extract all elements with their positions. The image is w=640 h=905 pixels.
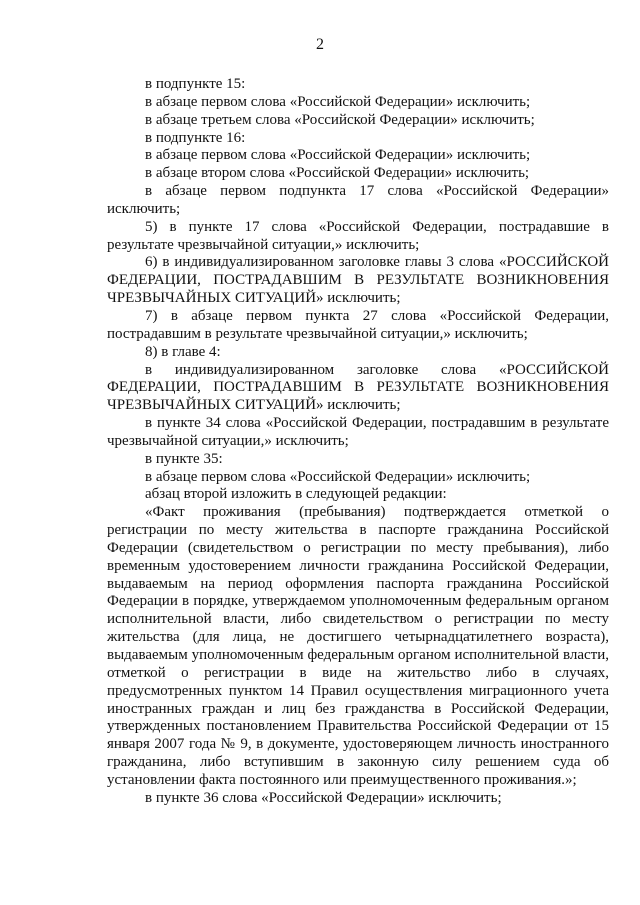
quoted-paragraph: «Факт проживания (пребывания) подтверждается отметкой о регистрации по месту жительства в паспорте гражданина Российской Федерации (свидетельством о регистрации по месту пребывания), либо временным удостоверением личности гражданина Российской Федерации, выдаваемым на период оформления паспорта гражданина Российской Федерации в порядке, утверждаемом уполномоченным федеральным органом исполнительной власти, либо свидетельством о регистрации по месту жительства (для лица, не достигшего четырнадцатилетнего возраста), выдаваемым уполномоченным федеральным органом исполнительной власти, отметкой о регистрации в виде на жительство либо в случаях, предусмотренных пунктом 14 Правил осуществления миграционного учета иностранных граждан и лиц без гражданства в Российской Федерации, утвержденных постановлением Правительства Российской Федерации от 15 января 2007 года № 9, в документе, удостоверяющем личность иностранного гражданина, либо вступившим в законную силу решением суда об установлении факта постоянного или преимущественного проживания.»; [107,504,609,788]
paragraph: в пункте 36 слова «Российской Федерации» исключить; [145,789,502,806]
paragraph: в абзаце первом подпункта 17 слова «Российской Федерации» исключить; [107,183,609,217]
paragraph: в абзаце первом слова «Российской Федерации» исключить; [145,468,531,485]
paragraph: в подпункте 16: [145,129,246,146]
page-number: 2 [316,36,324,53]
paragraph: 6) в индивидуализированном заголовке главы 3 слова «РОССИЙСКОЙ ФЕДЕРАЦИИ, ПОСТРАДАВШИМ В РЕЗУЛЬТАТЕ ВОЗНИКНОВЕНИЯ ЧРЕЗВЫЧАЙНЫХ СИТУАЦИЙ» исключить; [107,254,609,307]
paragraph: в абзаце втором слова «Российской Федерации» исключить; [145,165,530,182]
paragraph: абзац второй изложить в следующей редакции: [145,486,447,503]
paragraph: в абзаце первом слова «Российской Федерации» исключить; [145,93,531,110]
document-body [107,76,609,808]
paragraph: в подпункте 15: [145,76,246,92]
paragraph: 7) в абзаце первом пункта 27 слова «Российской Федерации, пострадавшим в результате чрезвычайной ситуации,» исключить; [107,307,609,342]
paragraph: в абзаце первом слова «Российской Федерации» исключить; [145,147,531,164]
paragraph: 8) в главе 4: [145,343,221,360]
paragraph: в пункте 35: [145,450,223,467]
paragraph: в пункте 34 слова «Российской Федерации, пострадавшим в результате чрезвычайной ситуации,» исключить; [107,415,609,449]
paragraph: 5) в пункте 17 слова «Российской Федерации, пострадавшие в результате чрезвычайной ситуации,» исключить; [107,218,609,253]
paragraph: в индивидуализированном заголовке слова «РОССИЙСКОЙ ФЕДЕРАЦИИ, ПОСТРАДАВШИМ В РЕЗУЛЬТАТЕ ВОЗНИКНОВЕНИЯ ЧРЕЗВЫЧАЙНЫХ СИТУАЦИЙ» исключить; [107,361,609,414]
paragraph: в абзаце третьем слова «Российской Федерации» исключить; [145,111,535,128]
